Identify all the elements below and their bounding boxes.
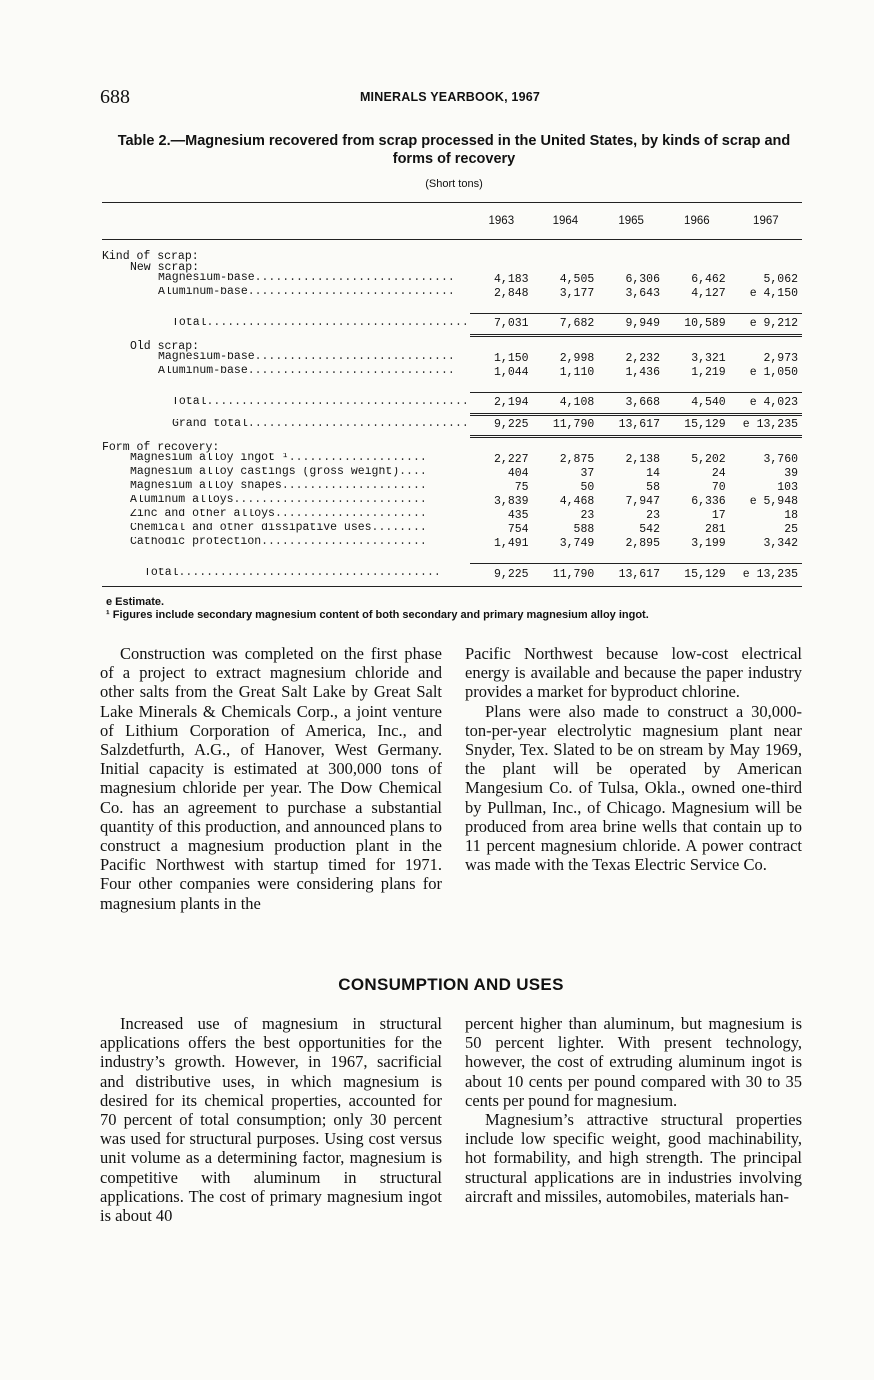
year-header: 1963 — [470, 203, 532, 240]
paragraph: percent higher than aluminum, but magnesium is 50 percent lighter. With present technology, however, the cost of extruding aluminum ingot is about 10 cents per pound compared with 30 to 35 cents per pound for magnesium. — [465, 1014, 802, 1110]
section-heading: CONSUMPTION AND USES — [338, 975, 564, 994]
table-row: Total ..... 9,225 11,790 13,617 15,129 e 13,235 — [102, 564, 802, 586]
page-number: 688 — [100, 86, 130, 108]
row-label: Magnesium alloy ingot ¹ ..... — [130, 453, 426, 464]
right-column-lower — [465, 1014, 802, 1206]
table-row: Chemical and other dissipative uses ..... 754 588 542 281 25 — [102, 523, 802, 537]
table-title: Table 2.—Magnesium recovered from scrap processed in the United States, by kinds of scrap and forms of recovery — [117, 133, 791, 167]
year-header: 1966 — [664, 203, 730, 240]
table-header-row — [102, 203, 802, 240]
table-row: Total ..... 2,194 4,108 3,668 4,540 e 4,023 — [102, 393, 802, 415]
table-row: Magnesium-base ..... 1,150 2,998 2,232 3,321 2,973 — [102, 352, 802, 366]
row-label: Aluminum alloys ..... — [130, 495, 426, 506]
row-label: Aluminum-base ..... — [158, 366, 454, 377]
section-label: New scrap: — [130, 260, 200, 274]
table-row: Zinc and other alloys ..... 435 23 23 17 18 — [102, 509, 802, 523]
scrap-recovery-table — [102, 202, 802, 586]
footnote-1: ¹ Figures include secondary magnesium content of both secondary and primary magnesium alloy ingot. — [106, 609, 649, 621]
row-label: Magnesium alloy shapes ..... — [130, 481, 426, 492]
table-unit: (Short tons) — [425, 178, 483, 190]
table-row: Total ..... 7,031 7,682 9,949 10,589 e 9,212 — [102, 314, 802, 336]
table-row: Aluminum-base ..... 1,044 1,110 1,436 1,219 e 1,050 — [102, 366, 802, 380]
row-label: Chemical and other dissipative uses ..... — [130, 523, 426, 534]
row-label: Total ..... — [144, 568, 440, 579]
year-header: 1965 — [598, 203, 664, 240]
table-row: Aluminum-base ..... 2,848 3,177 3,643 4,127 e 4,150 — [102, 287, 802, 301]
row-label: Zinc and other alloys ..... — [130, 509, 426, 520]
paragraph: Increased use of magnesium in structural applications offers the best opportunities for the industry’s growth. However, in 1967, sacrificial and distributive uses, in which magnesium is desired for its chemical properties, accounted for 70 percent of total consumption; only 30 percent was used for structural purposes. Using cost versus unit volume as a determining factor, magnesium is competitive with aluminum in structural applications. The cost of primary magnesium ingot is about 40 — [100, 1014, 442, 1226]
row-label: Magnesium-base ..... — [158, 352, 454, 363]
table-row: Cathodic protection ..... 1,491 3,749 2,895 3,199 3,342 — [102, 537, 802, 551]
table-row: Grand total ..... 9,225 11,790 13,617 15,129 e 13,235 — [102, 415, 802, 437]
row-label: Aluminum-base ..... — [158, 287, 454, 298]
right-column-upper — [465, 644, 802, 874]
row-label: Magnesium alloy castings (gross weight) ..... — [130, 467, 426, 478]
table-bottom-rule — [102, 586, 802, 587]
page-header — [100, 86, 800, 112]
section-label: Form of recovery: — [102, 440, 220, 454]
section-label: Old scrap: — [130, 339, 200, 353]
paragraph: Plans were also made to construct a 30,000-ton-per-year electrolytic magnesium plant near Snyder, Tex. Slated to be on stream by May 1969, the plant will be operated by American Mangesium Co. of Tulsa, Okla., owned one-third by Pullman, Inc., of Chicago. Magnesium will be produced from area brine wells that contain up to 11 percent magnesium chloride. A power contract was made with the Texas Electric Service Co. — [465, 701, 802, 875]
row-label: Total ..... — [172, 318, 468, 329]
row-label: Grand total ..... — [172, 419, 468, 430]
table-row: Magnesium alloy ingot ¹ ..... 2,227 2,875 2,138 5,202 3,760 — [102, 453, 802, 467]
table-row: Aluminum alloys ..... 3,839 4,468 7,947 6,336 e 5,948 — [102, 495, 802, 509]
table-row: Magnesium alloy castings (gross weight) ..... 404 37 14 24 39 — [102, 467, 802, 481]
table-footnotes — [106, 596, 806, 622]
table-row: Magnesium-base ..... 4,183 4,505 6,306 6,462 5,062 — [102, 273, 802, 287]
left-column-upper — [100, 644, 442, 913]
paragraph: Construction was completed on the first phase of a project to extract magnesium chloride and other salts from the Great Salt Lake by Great Salt Lake Minerals & Chemicals Corp., a joint venture of Lithium Corporation of America, Inc., and Salzdetfurth, A.G., of Hanover, West Germany. Initial capacity is estimated at 300,000 tons of magnesium chloride per year. The Dow Chemical Co. has an agreement to purchase a substantial quantity of this production, and announced plans to construct a magnesium production plant in the Pacific Northwest with startup timed for 1971. Four other companies were considering plans for magnesium plants in the — [100, 644, 442, 913]
running-title: MINERALS YEARBOOK, 1967 — [359, 90, 541, 104]
footnote-estimate: e Estimate. — [106, 596, 165, 608]
left-column-lower — [100, 1014, 442, 1225]
year-header: 1967 — [730, 203, 802, 240]
row-label: Cathodic protection ..... — [130, 537, 426, 548]
paragraph: Magnesium’s attractive structural properties include low specific weight, good machinability, hot formability, and high strength. The principal structural applications are in industries involving aircraft and missiles, automobiles, materials han- — [465, 1110, 802, 1206]
year-header: 1964 — [533, 203, 599, 240]
row-label: Total ..... — [172, 397, 468, 408]
table-row: Magnesium alloy shapes ..... 75 50 58 70 103 — [102, 481, 802, 495]
row-label: Magnesium-base ..... — [158, 273, 454, 284]
section-label: Kind of scrap: — [102, 250, 199, 263]
paragraph: Pacific Northwest because low-cost electrical energy is available and because the paper industry provides a market for byproduct chlorine. — [465, 644, 802, 702]
